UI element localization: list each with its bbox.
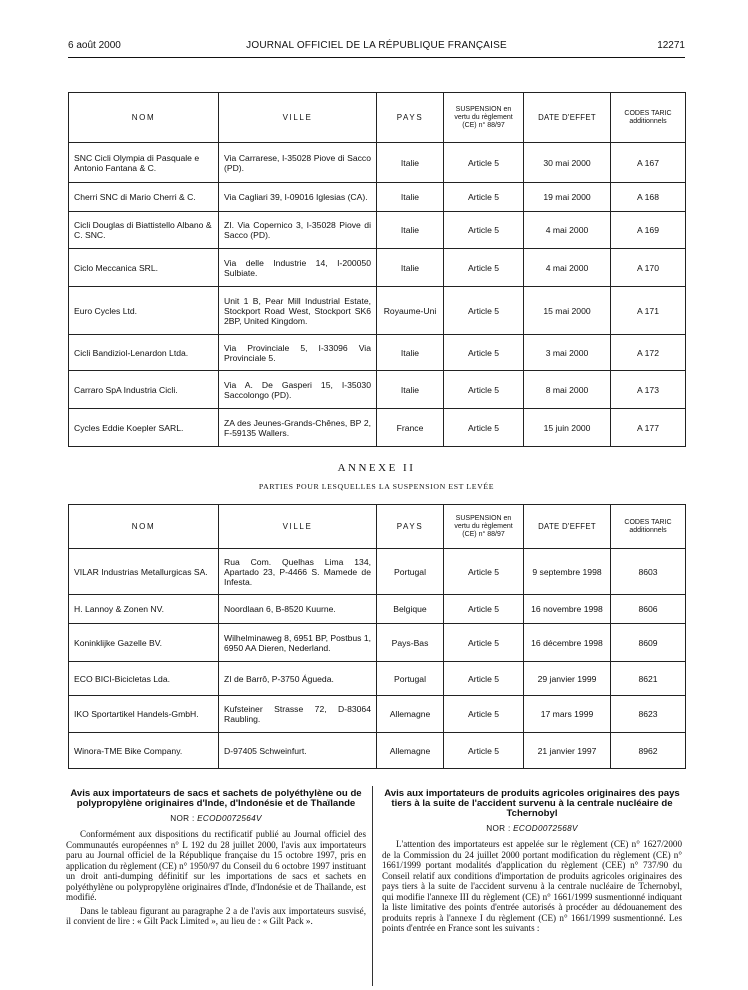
cell-pays: Allemagne: [377, 696, 444, 733]
cell-nom: Cycles Eddie Koepler SARL.: [69, 409, 219, 447]
cell-ville: Kufsteiner Strasse 72, D-83064 Raubling.: [219, 696, 377, 733]
cell-nom: Koninklijke Gazelle BV.: [69, 624, 219, 662]
cell-pays: Italie: [377, 249, 444, 287]
cell-code-taric: A 171: [611, 287, 686, 335]
cell-code-taric: A 169: [611, 212, 686, 249]
cell-ville: D-97405 Schweinfurt.: [219, 733, 377, 769]
cell-code-taric: 8606: [611, 595, 686, 624]
notice-right-nor: [382, 824, 682, 833]
cell-ville: Via Cagliari 39, I-09016 Iglesias (CA).: [219, 183, 377, 212]
cell-ville: Wilhelminaweg 8, 6951 BP, Postbus 1, 6950 AA Dieren, Nederland.: [219, 624, 377, 662]
cell-pays: Italie: [377, 183, 444, 212]
cell-pays: Royaume-Uni: [377, 287, 444, 335]
cell-pays: Pays-Bas: [377, 624, 444, 662]
cell-code-taric: 8603: [611, 549, 686, 595]
cell-pays: France: [377, 409, 444, 447]
annex-1-table-body: [69, 143, 686, 447]
annex-2-table: [68, 504, 686, 769]
cell-ville: Via Carrarese, I-35028 Piove di Sacco (PD).: [219, 143, 377, 183]
cell-suspension: Article 5: [444, 624, 524, 662]
nor-code: ECOD0072564V: [197, 814, 262, 823]
nor-label: NOR :: [486, 824, 511, 833]
page-header: [68, 40, 685, 54]
cell-date-effet: 16 novembre 1998: [524, 595, 611, 624]
cell-code-taric: A 168: [611, 183, 686, 212]
cell-pays: Italie: [377, 212, 444, 249]
header-codes-taric: CODES TARIC additionnels: [611, 505, 686, 549]
nor-label: NOR :: [170, 814, 195, 823]
cell-nom: Euro Cycles Ltd.: [69, 287, 219, 335]
table-row: [69, 371, 686, 409]
cell-pays: Italie: [377, 371, 444, 409]
table-row: [69, 696, 686, 733]
cell-nom: IKO Sportartikel Handels-GmbH.: [69, 696, 219, 733]
cell-suspension: Article 5: [444, 371, 524, 409]
cell-pays: Belgique: [377, 595, 444, 624]
notice-left-nor: [66, 814, 366, 823]
cell-ville: ZI. Via Copernico 3, I-35028 Piove di Sacco (PD).: [219, 212, 377, 249]
cell-date-effet: 16 décembre 1998: [524, 624, 611, 662]
cell-suspension: Article 5: [444, 212, 524, 249]
cell-date-effet: 8 mai 2000: [524, 371, 611, 409]
header-nom: NOM: [69, 93, 219, 143]
cell-date-effet: 30 mai 2000: [524, 143, 611, 183]
cell-nom: SNC Cicli Olympia di Pasquale e Antonio Fantana & C.: [69, 143, 219, 183]
header-suspension: SUSPENSION en vertu du règlement (CE) n° 88/97: [444, 93, 524, 143]
table-row: [69, 624, 686, 662]
cell-date-effet: 15 mai 2000: [524, 287, 611, 335]
table-header-row: [69, 93, 686, 143]
annex-subtitle: PARTIES POUR LESQUELLES LA SUSPENSION EST LEVÉE: [258, 482, 495, 491]
table-row: [69, 183, 686, 212]
cell-pays: Italie: [377, 143, 444, 183]
table-row: [69, 409, 686, 447]
notice-right-title: Avis aux importateurs de produits agricoles originaires des pays tiers à la suite de l'accident survenu à la centrale nucléaire de Tchernobyl: [384, 788, 680, 819]
notice-right-paragraph: L'attention des importateurs est appelée sur le règlement (CE) n° 1627/2000 de la Commission du 24 juillet 2000 portant modification du règlement (CE) n° 1661/1999 portant modalités d'application du règlement (CEE) n° 737/90 du Conseil relatif aux conditions d'importation de produits agricoles originaires des pays tiers à la suite de l'accident survenu à la centrale nucléaire de Tchernobyl, qui modifie l'annexe III du règlement (CE) n° 1661/1999 susmentionné indiquant la liste limitative des points d'entrée autorisés à procéder au dédouanement des produits repris à l'annexe I du règlement (CE) n° 1661/1999 susmentionné. Les points d'entrée en France sont les suivants :: [382, 839, 682, 933]
cell-nom: H. Lannoy & Zonen NV.: [69, 595, 219, 624]
cell-suspension: Article 5: [444, 662, 524, 696]
cell-ville: Unit 1 B, Pear Mill Industrial Estate, Stockport Road West, Stockport SK6 2BP, United Kingdom.: [219, 287, 377, 335]
cell-code-taric: A 167: [611, 143, 686, 183]
table-header-row: [69, 505, 686, 549]
table-row: [69, 595, 686, 624]
annex-1-table: [68, 92, 686, 447]
cell-date-effet: 9 septembre 1998: [524, 549, 611, 595]
cell-code-taric: A 172: [611, 335, 686, 371]
cell-code-taric: A 173: [611, 371, 686, 409]
header-date-effet: DATE D'EFFET: [524, 93, 611, 143]
table-row: [69, 287, 686, 335]
cell-date-effet: 4 mai 2000: [524, 212, 611, 249]
cell-suspension: Article 5: [444, 143, 524, 183]
issue-date: 6 août 2000: [68, 40, 121, 51]
cell-code-taric: 8621: [611, 662, 686, 696]
notice-left-paragraph: Conformément aux dispositions du rectificatif publié au Journal officiel des Communautés européennes n° L 192 du 28 juillet 2000, l'avis aux importateurs paru au Journal officiel de la République française du 15 octobre 1997, pris en application du règlement (CE) n° 1950/97 du Conseil du 6 octobre 1997 instituant un droit anti-dumping définitif sur les importations de sacs et sachets en polyéthylène ou polypropylène originaires d'Inde, d'Indonésie et de Thaïlande, est modifié.: [66, 829, 366, 902]
header-suspension: SUSPENSION en vertu du règlement (CE) n° 88/97: [444, 505, 524, 549]
cell-nom: VILAR Industrias Metallurgicas SA.: [69, 549, 219, 595]
header-codes-taric: CODES TARIC additionnels: [611, 93, 686, 143]
cell-code-taric: 8609: [611, 624, 686, 662]
table-row: [69, 249, 686, 287]
cell-ville: Rua Com. Quelhas Lima 134, Apartado 23, P-4466 S. Mamede de Infesta.: [219, 549, 377, 595]
cell-date-effet: 17 mars 1999: [524, 696, 611, 733]
header-pays: PAYS: [377, 93, 444, 143]
cell-ville: Via delle Industrie 14, I-200050 Sulbiate.: [219, 249, 377, 287]
cell-ville: ZA des Jeunes-Grands-Chênes, BP 2, F-59135 Wallers.: [219, 409, 377, 447]
column-divider: [372, 786, 373, 986]
cell-code-taric: A 177: [611, 409, 686, 447]
cell-pays: Portugal: [377, 662, 444, 696]
cell-pays: Allemagne: [377, 733, 444, 769]
cell-suspension: Article 5: [444, 549, 524, 595]
cell-pays: Portugal: [377, 549, 444, 595]
cell-date-effet: 15 juin 2000: [524, 409, 611, 447]
cell-nom: Winora-TME Bike Company.: [69, 733, 219, 769]
cell-ville: Via Provinciale 5, I-33096 Via Provinciale 5.: [219, 335, 377, 371]
annex-2-table-body: [69, 549, 686, 769]
cell-code-taric: 8623: [611, 696, 686, 733]
cell-nom: Cicli Bandiziol-Lenardon Ltda.: [69, 335, 219, 371]
cell-suspension: Article 5: [444, 595, 524, 624]
table-row: [69, 143, 686, 183]
cell-date-effet: 21 janvier 1997: [524, 733, 611, 769]
cell-nom: Cicli Douglas di Biattistello Albano & C. SNC.: [69, 212, 219, 249]
notice-left-title: Avis aux importateurs de sacs et sachets de polyéthylène ou de polypropylène originaires d'Inde, d'Indonésie et de Thaïlande: [70, 788, 362, 809]
table-row: [69, 335, 686, 371]
table-row: [69, 212, 686, 249]
annex-title: ANNEXE II: [337, 462, 416, 474]
header-ville: VILLE: [219, 505, 377, 549]
notice-left: [66, 789, 366, 930]
cell-nom: Cherri SNC di Mario Cherri & C.: [69, 183, 219, 212]
cell-date-effet: 29 janvier 1999: [524, 662, 611, 696]
cell-ville: Noordlaan 6, B-8520 Kuurne.: [219, 595, 377, 624]
cell-date-effet: 19 mai 2000: [524, 183, 611, 212]
page-number: 12271: [657, 40, 685, 51]
table-row: [69, 662, 686, 696]
table-row: [69, 733, 686, 769]
cell-suspension: Article 5: [444, 249, 524, 287]
notice-right: [382, 789, 682, 937]
cell-suspension: Article 5: [444, 733, 524, 769]
header-ville: VILLE: [219, 93, 377, 143]
header-rule: [68, 57, 685, 58]
cell-nom: ECO BICI-Bicicletas Lda.: [69, 662, 219, 696]
notice-left-paragraph: Dans le tableau figurant au paragraphe 2 a de l'avis aux importateurs susvisé, il convient de lire : « Gilt Pack Limited », au lieu de : « Gilt Pack ».: [66, 905, 366, 926]
cell-code-taric: A 170: [611, 249, 686, 287]
cell-suspension: Article 5: [444, 335, 524, 371]
cell-pays: Italie: [377, 335, 444, 371]
header-pays: PAYS: [377, 505, 444, 549]
cell-suspension: Article 5: [444, 183, 524, 212]
nor-code: ECOD0072568V: [513, 824, 578, 833]
cell-suspension: Article 5: [444, 287, 524, 335]
cell-date-effet: 4 mai 2000: [524, 249, 611, 287]
cell-nom: Ciclo Meccanica SRL.: [69, 249, 219, 287]
journal-title: JOURNAL OFFICIEL DE LA RÉPUBLIQUE FRANÇAISE: [246, 40, 507, 51]
cell-date-effet: 3 mai 2000: [524, 335, 611, 371]
header-nom: NOM: [69, 505, 219, 549]
cell-suspension: Article 5: [444, 696, 524, 733]
cell-ville: ZI de Barrô, P-3750 Águeda.: [219, 662, 377, 696]
cell-ville: Via A. De Gasperi 15, I-35030 Saccolongo (PD).: [219, 371, 377, 409]
cell-nom: Carraro SpA Industria Cicli.: [69, 371, 219, 409]
header-date-effet: DATE D'EFFET: [524, 505, 611, 549]
cell-code-taric: 8962: [611, 733, 686, 769]
cell-suspension: Article 5: [444, 409, 524, 447]
table-row: [69, 549, 686, 595]
